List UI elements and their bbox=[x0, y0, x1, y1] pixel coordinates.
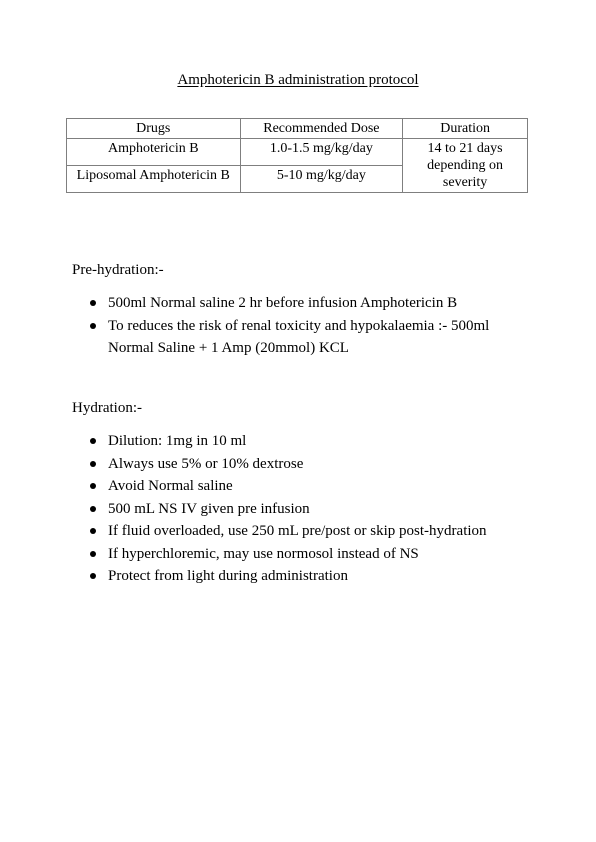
prehydration-list bbox=[108, 292, 548, 360]
header-recommended-dose: Recommended Dose bbox=[240, 119, 403, 139]
list-item: To reduces the risk of renal toxicity and hypokalaemia :- 500ml Normal Saline + 1 Amp (20mmol) KCL bbox=[108, 315, 513, 360]
header-drugs: Drugs bbox=[67, 119, 241, 139]
hydration-heading: Hydration:- bbox=[72, 400, 142, 416]
table-row bbox=[67, 139, 528, 166]
list-item: Dilution: 1mg in 10 ml bbox=[108, 430, 548, 453]
prehydration-heading: Pre-hydration:- bbox=[72, 262, 164, 278]
list-item: Avoid Normal saline bbox=[108, 475, 548, 498]
dosage-table bbox=[66, 118, 528, 193]
list-item: Protect from light during administration bbox=[108, 565, 548, 588]
header-duration: Duration bbox=[403, 119, 528, 139]
table-header-row bbox=[67, 119, 528, 139]
list-item: 500 mL NS IV given pre infusion bbox=[108, 498, 548, 521]
list-item: Always use 5% or 10% dextrose bbox=[108, 453, 548, 476]
dose-cell: 5-10 mg/kg/day bbox=[240, 166, 403, 193]
list-item: If hyperchloremic, may use normosol instead of NS bbox=[108, 543, 548, 566]
list-item: If fluid overloaded, use 250 mL pre/post or skip post-hydration bbox=[108, 520, 548, 543]
drug-cell: Amphotericin B bbox=[67, 139, 241, 166]
drug-cell: Liposomal Amphotericin B bbox=[67, 166, 241, 193]
list-item: 500ml Normal saline 2 hr before infusion Amphotericin B bbox=[108, 292, 548, 315]
duration-cell: 14 to 21 days depending on severity bbox=[403, 139, 528, 193]
hydration-list bbox=[108, 430, 548, 588]
dose-cell: 1.0-1.5 mg/kg/day bbox=[240, 139, 403, 166]
document-title: Amphotericin B administration protocol bbox=[177, 72, 419, 88]
